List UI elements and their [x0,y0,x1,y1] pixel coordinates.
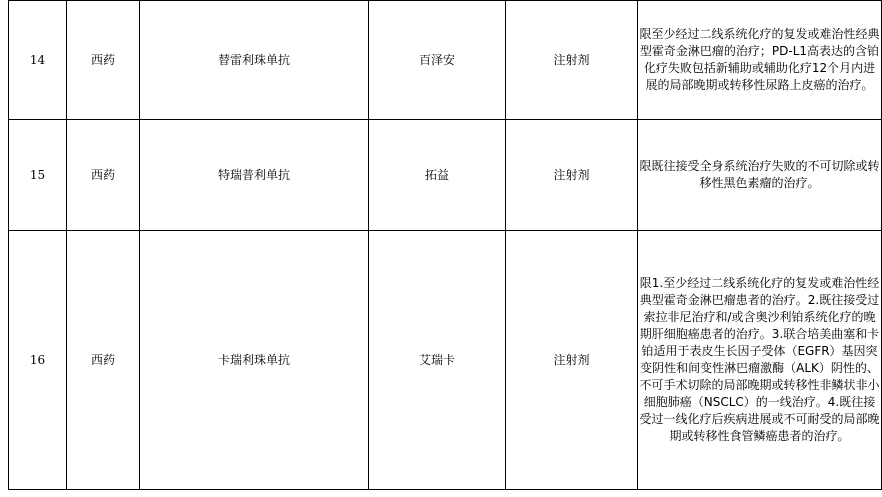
table-row [9,1,882,120]
indication-scope: 限至少经过二线系统化疗的复发或难治性经典型霍奇金淋巴瘤的治疗；PD-L1高表达的含铂化疗失败包括新辅助或辅助化疗12个月内进展的局部晚期或转移性尿路上皮癌的治疗。 [638,1,882,120]
drug-name: 替雷利珠单抗 [140,1,369,120]
row-number: 15 [9,120,67,231]
brand-name: 百泽安 [369,1,506,120]
row-number: 14 [9,1,67,120]
table-row [9,231,882,490]
drug-table [8,0,882,490]
drug-type: 西药 [67,1,140,120]
drug-type: 西药 [67,120,140,231]
drug-name: 特瑞普利单抗 [140,120,369,231]
brand-name: 艾瑞卡 [369,231,506,490]
indication-scope: 限既往接受全身系统治疗失败的不可切除或转移性黑色素瘤的治疗。 [638,120,882,231]
brand-name: 拓益 [369,120,506,231]
indication-scope: 限1.至少经过二线系统化疗的复发或难治性经典型霍奇金淋巴瘤患者的治疗。2.既往接受过索拉非尼治疗和/或含奥沙利铂系统化疗的晚期肝细胞癌患者的治疗。3.联合培美曲塞和卡铂适用于表皮生长因子受体（EGFR）基因突变阴性和间变性淋巴瘤激酶（ALK）阴性的、不可手术切除的局部晚期或转移性非鳞状非小细胞肺癌（NSCLC）的一线治疗。4.既往接受过一线化疗后疾病进展或不可耐受的局部晚期或转移性食管鳞癌患者的治疗。 [638,231,882,490]
table-row [9,120,882,231]
dosage-form: 注射剂 [506,1,638,120]
dosage-form: 注射剂 [506,120,638,231]
row-number: 16 [9,231,67,490]
dosage-form: 注射剂 [506,231,638,490]
drug-name: 卡瑞利珠单抗 [140,231,369,490]
drug-type: 西药 [67,231,140,490]
